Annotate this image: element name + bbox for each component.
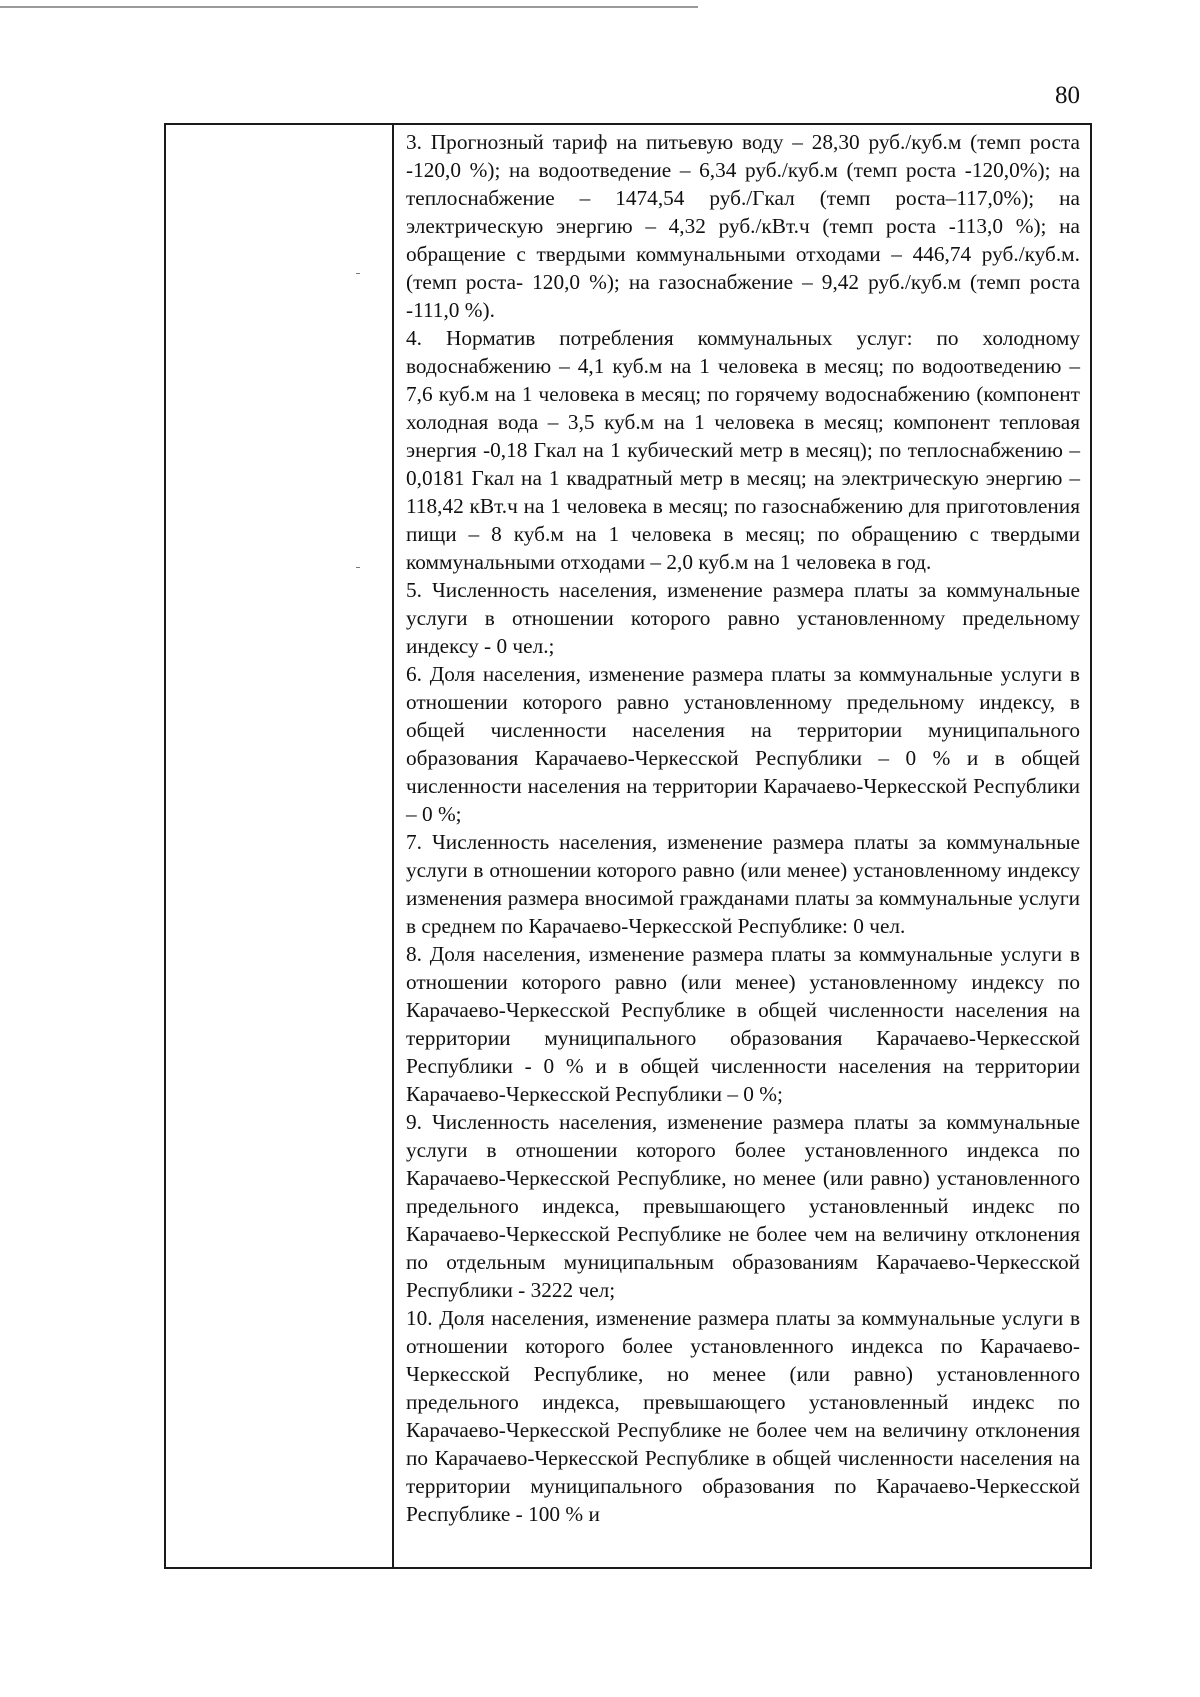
document-table <box>164 123 1092 1569</box>
paragraph-item-7: 7. Численность населения, изменение размера платы за коммунальные услуги в отношении которого равно (или менее) установленному индексу изменения размера вносимой гражданами платы за коммунальные услуги в среднем по Карачаево-Черкесской Республике: 0 чел. <box>406 830 1080 938</box>
paragraph-item-6: 6. Доля населения, изменение размера платы за коммунальные услуги в отношении которого равно установленному предельному индексу, в общей численности населения на территории муниципального образования Карачаево-Черкесской Республики – 0 % и в общей численности населения на территории Карачаево-Черкесской Республики – 0 %; <box>406 662 1080 826</box>
table-right-cell <box>394 125 1090 1567</box>
paragraph-item-8: 8. Доля населения, изменение размера платы за коммунальные услуги в отношении которого равно (или менее) установленному индексу по Карачаево-Черкесской Республике в общей численности населения на территории муниципального образования Карачаево-Черкесской Республики - 0 % и в общей численности населения на территории Карачаево-Черкесской Республики – 0 %; <box>406 942 1080 1106</box>
scan-edge-line <box>0 6 698 8</box>
paragraph-item-3: 3. Прогнозный тариф на питьевую воду – 28,30 руб./куб.м (темп роста -120,0 %); на водоотведение – 6,34 руб./куб.м (темп роста -120,0%); на теплоснабжение – 1474,54 руб./Гкал (темп роста–117,0%); на электрическую энергию – 4,32 руб./кВт.ч (темп роста -113,0 %); на обращение с твердыми коммунальными отходами – 446,74 руб./куб.м. (темп роста- 120,0 %); на газоснабжение – 9,42 руб./куб.м (темп роста -111,0 %). <box>406 130 1080 322</box>
scan-speck <box>356 273 360 274</box>
scan-speck <box>356 567 360 568</box>
table-left-cell <box>166 125 394 1567</box>
paragraph-item-10: 10. Доля населения, изменение размера платы за коммунальные услуги в отношении которого более установленного индекса по Карачаево-Черкесской Республике, но менее (или равно) установленного предельного индекса, превышающего установленный индекс по Карачаево-Черкесской Республике не более чем на величину отклонения по Карачаево-Черкесской Республике в общей численности населения на территории муниципального образования по Карачаево-Черкесской Республике - 100 % и <box>406 1306 1080 1526</box>
paragraph-item-9: 9. Численность населения, изменение размера платы за коммунальные услуги в отношении которого более установленного индекса по Карачаево-Черкесской Республике, но менее (или равно) установленного предельного индекса, превышающего установленный индекс по Карачаево-Черкесской Республике не более чем на величину отклонения по отдельным муниципальным образованиям Карачаево-Черкесской Республики - 3222 чел; <box>406 1110 1080 1302</box>
paragraph-item-5: 5. Численность населения, изменение размера платы за коммунальные услуги в отношении которого равно установленному предельному индексу - 0 чел.; <box>406 578 1080 658</box>
paragraph-item-4: 4. Норматив потребления коммунальных услуг: по холодному водоснабжению – 4,1 куб.м на 1 человека в месяц; по водоотведению – 7,6 куб.м на 1 человека в месяц; по горячему водоснабжению (компонент холодная вода – 3,5 куб.м на 1 человека в месяц; компонент тепловая энергия -0,18 Гкал на 1 кубический метр в месяц); по теплоснабжению – 0,0181 Гкал на 1 квадратный метр в месяц; на электрическую энергию – 118,42 кВт.ч на 1 человека в месяц; по газоснабжению для приготовления пищи – 8 куб.м на 1 человека в месяц; по обращению с твердыми коммунальными отходами – 2,0 куб.м на 1 человека в год. <box>406 326 1080 574</box>
page-number: 80 <box>1055 82 1080 109</box>
